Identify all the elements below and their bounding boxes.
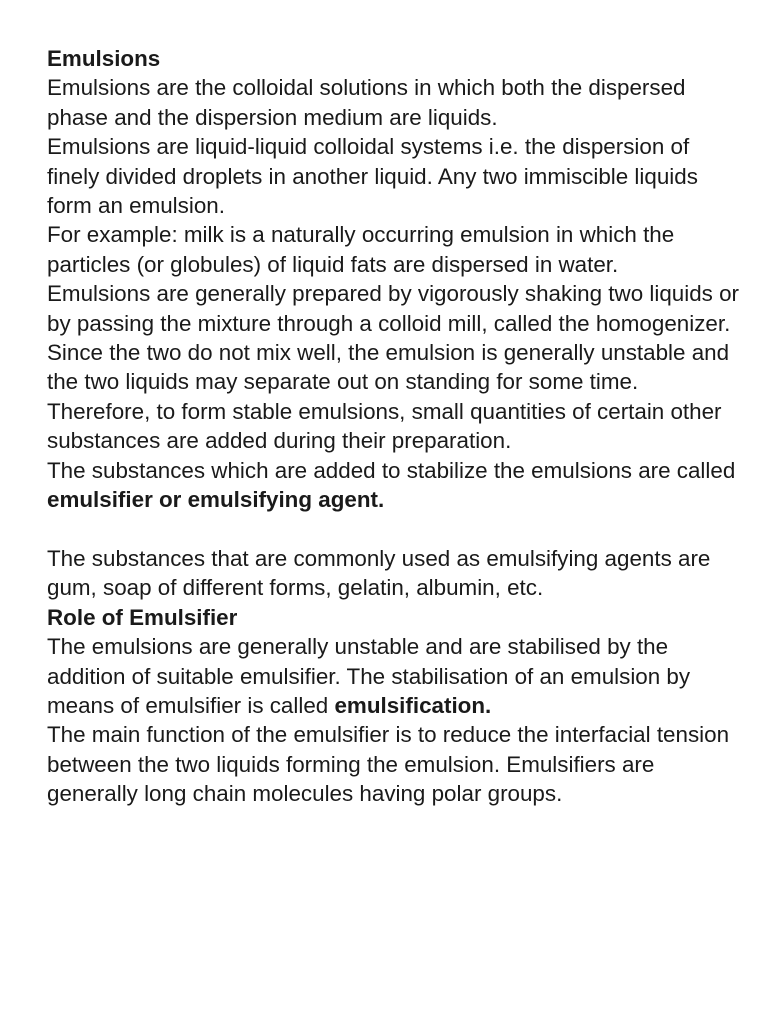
- paragraph-example: For example: milk is a naturally occurring emulsion in which the particles (or globules) of liquid fats are dispersed in water.: [47, 222, 675, 277]
- document-page: [47, 44, 747, 809]
- paragraph-emulsifier-definition: [47, 456, 747, 515]
- paragraph-function: The main function of the emulsifier is to reduce the interfacial tension between the two liquids forming the emulsion. Emulsifiers are generally long chain molecules having polar groups.: [47, 722, 730, 807]
- paragraph-common-agents: The substances that are commonly used as emulsifying agents are gum, soap of different forms, gelatin, albumin, etc.: [47, 545, 711, 601]
- emulsifier-definition-text: The substances which are added to stabilize the emulsions are called: [47, 457, 736, 483]
- heading-role-of-emulsifier: Role of Emulsifier: [47, 604, 238, 630]
- paragraph-liquid-liquid: Emulsions are liquid-liquid colloidal systems i.e. the dispersion of finely divided droplets in another liquid. Any two immiscible liquids form an emulsion.: [47, 134, 698, 219]
- paragraph-definition: Emulsions are the colloidal solutions in which both the dispersed phase and the dispersion medium are liquids.: [47, 75, 686, 130]
- paragraph-stability: Therefore, to form stable emulsions, small quantities of certain other substances are added during their preparation.: [47, 398, 722, 454]
- paragraph-emulsification: [47, 632, 747, 720]
- blank-line: [47, 515, 747, 544]
- emulsification-text: The emulsions are generally unstable and are stabilised by the addition of suitable emulsifier. The stabilisation of an emulsion by means of emulsifier is called: [47, 634, 691, 718]
- emulsification-term: emulsification.: [334, 692, 492, 718]
- emulsifier-term: emulsifier or emulsifying agent.: [47, 487, 385, 513]
- heading-emulsions: Emulsions: [47, 46, 161, 71]
- paragraph-preparation: Emulsions are generally prepared by vigorously shaking two liquids or by passing the mixture through a colloid mill, called the homogenizer. Since the two do not mix well, the emulsion is generally unstable and the two liquids may separate out on standing for some time.: [47, 281, 739, 395]
